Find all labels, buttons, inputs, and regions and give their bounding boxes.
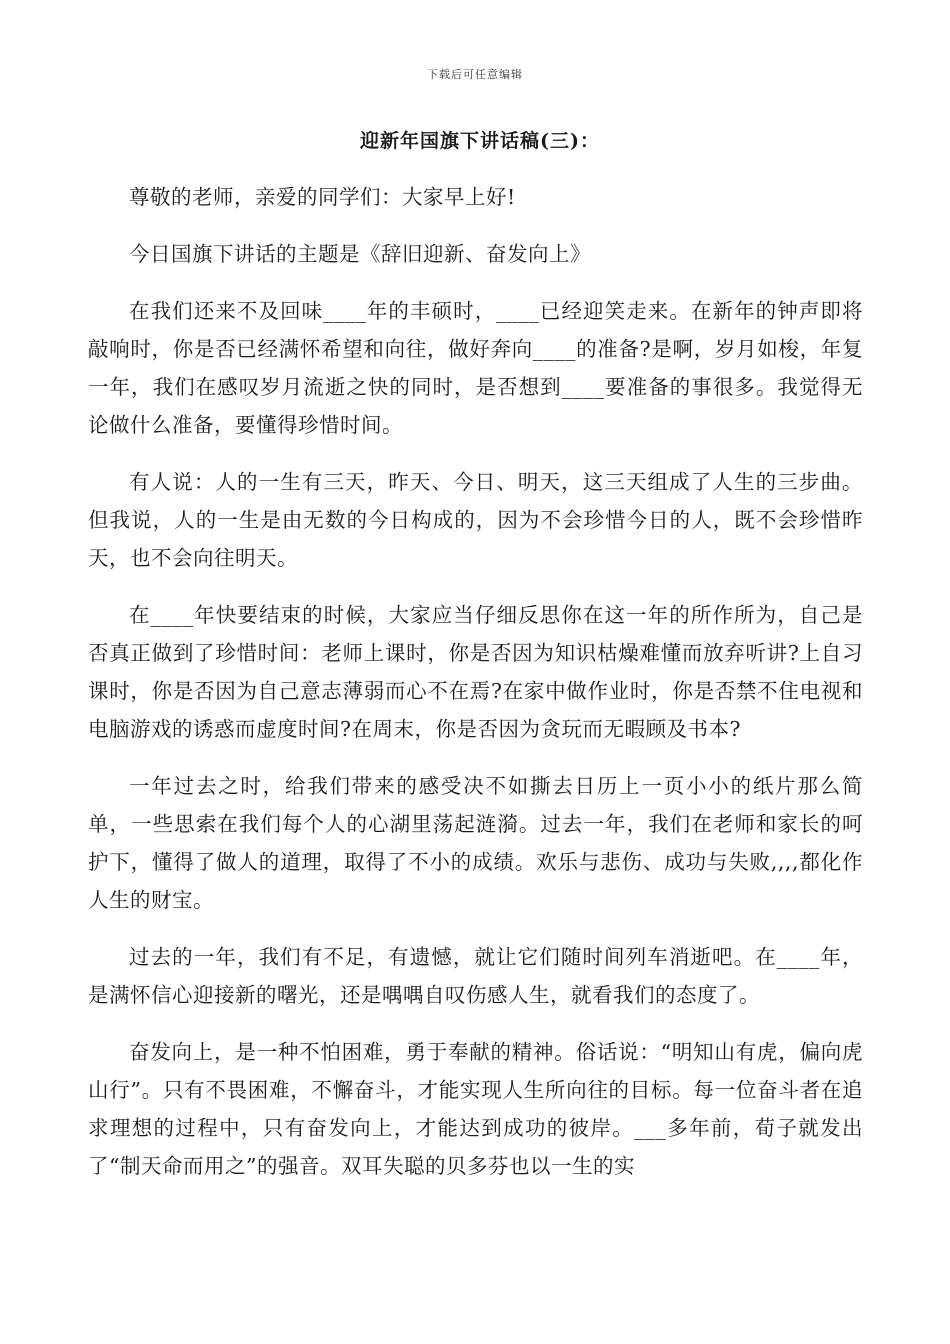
paragraph: 在我们还来不及回味____年的丰硕时，____已经迎笑走来。在新年的钟声即将敲响时，你是否已经满怀希望和向往，做好奔向____的准备?是啊，岁月如梭，年复一年，我们在感叹岁月流逝之快的同时，是否想到____要准备的事很多。我觉得无论做什么准备，要懂得珍惜时间。 (88, 299, 863, 437)
paragraph: 奋发向上，是一种不怕困难，勇于奉献的精神。俗话说：“明知山有虎，偏向虎山行”。只有不畏困难，不懈奋斗，才能实现人生所向往的目标。每一位奋斗者在追求理想的过程中，只有奋发向上，才能达到成功的彼岸。___多年前，荀子就发出了“制天命而用之”的强音。双耳失聪的贝多芬也以一生的实 (88, 1040, 863, 1178)
document-title: 迎新年国旗下讲话稿(三)： (360, 130, 600, 152)
paragraph: 一年过去之时，给我们带来的感受决不如撕去日历上一页小小的纸片那么简单，一些思索在我们每个人的心湖里荡起涟漪。过去一年，我们在老师和家长的呵护下，懂得了做人的道理，取得了不小的成绩。欢乐与悲伤、成功与失败,,,,都化作人生的财宝。 (88, 774, 863, 912)
document-body (88, 178, 863, 1204)
header-note: 下载后可任意编辑 (427, 68, 523, 81)
paragraph-theme: 今日国旗下讲话的主题是《辞旧迎新、奋发向上》 (129, 242, 591, 266)
paragraph: 有人说：人的一生有三天，昨天、今日、明天，这三天组成了人生的三步曲。但我说，人的一生是由无数的今日构成的，因为不会珍惜今日的人，既不会珍惜昨天，也不会向往明天。 (88, 470, 863, 570)
paragraph: 过去的一年，我们有不足，有遗憾，就让它们随时间列车消逝吧。在____年，是满怀信心迎接新的曙光，还是喁喁自叹伤感人生，就看我们的态度了。 (88, 945, 863, 1007)
paragraph: 在____年快要结束的时候，大家应当仔细反思你在这一年的所作所为，自己是否真正做到了珍惜时间：老师上课时，你是否因为知识枯燥难懂而放弃听讲?上自习课时，你是否因为自己意志薄弱而心不在焉?在家中做作业时，你是否禁不住电视和电脑游戏的诱惑而虚度时间?在周末，你是否因为贪玩而无暇顾及书本? (88, 603, 863, 741)
paragraph-greeting: 尊敬的老师，亲爱的同学们：大家早上好! (129, 185, 516, 209)
